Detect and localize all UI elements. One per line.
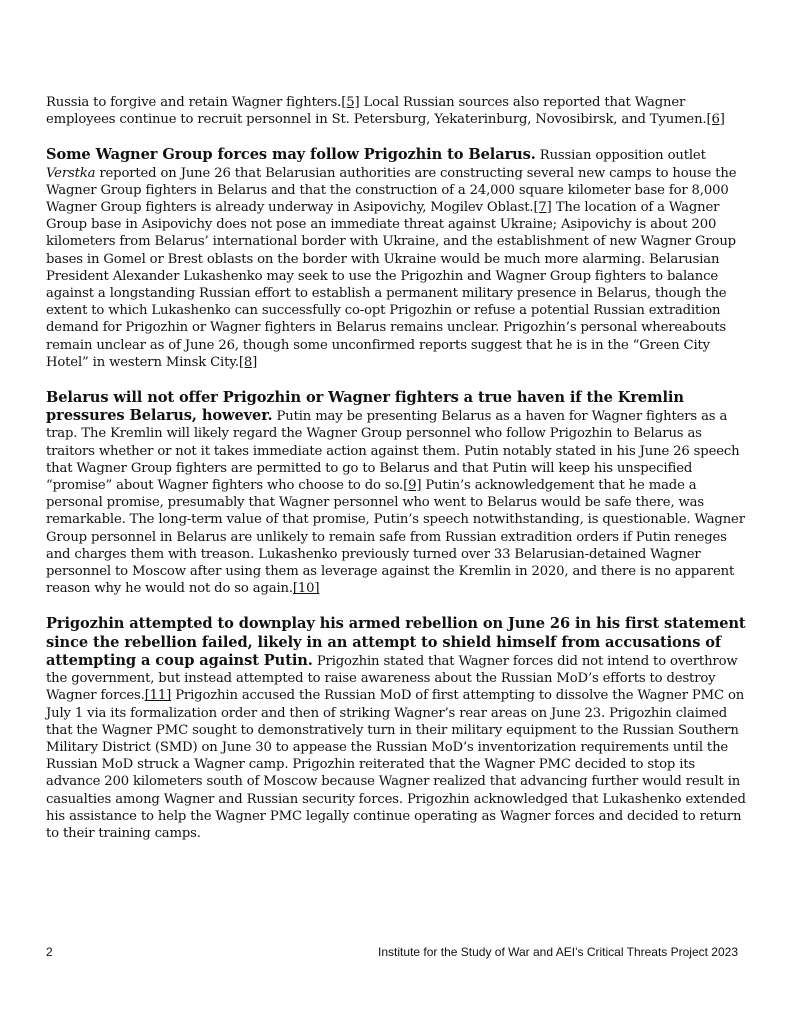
footnote-link-8[interactable]: [8] (238, 354, 258, 370)
paragraph-text: Putin’s acknowledgement that he made a personal promise, presumably that Wagner personnel who went to Belarus would be safe there, was remarkable. The long-term value of that promise, Putin’s speech notwithstanding, is questionable. Wagner Group personnel in Belarus are unlikely to remain safe from Russian extradition orders if Putin reneges and charges them with treason. Lukashenko previously turned over 33 Belarusian-detained Wagner personnel to Moscow after using them as leverage against the Kremlin in 2020, and there is no apparent reason why he would not do so again. (46, 478, 745, 597)
footnote-link-7[interactable]: [7] (533, 200, 552, 216)
paragraph-lead: Prigozhin attempted to downplay his armed rebellion on June 26 in his first statement since the rebellion failed, likely in an attempt to shield himself from accusations of attempting a coup against Putin. (46, 615, 746, 669)
paragraph-4 (46, 615, 746, 842)
outlet-name: Verstka (46, 165, 96, 181)
footnote-link-9[interactable]: [9] (403, 478, 422, 494)
footer-credit: Institute for the Study of War and AEI’s Critical Threats Project 2023 (378, 945, 738, 959)
footnote-link-5[interactable]: [5] (341, 95, 360, 110)
paragraph-3 (46, 389, 746, 597)
paragraph-1 (46, 94, 746, 128)
page-number: 2 (46, 945, 53, 959)
footnote-link-6[interactable]: [6] (706, 112, 725, 128)
paragraph-text: Local Russian sources also reported that Wagner employees continue to recruit personnel in St. Petersburg, Yekaterinburg, Novosibirsk, and Tyumen. (46, 95, 707, 128)
paragraph-text: Prigozhin stated that Wagner forces did not intend to overthrow the government, but instead attempted to raise awareness about the Russian MoD’s efforts to destroy Wagner forces. (46, 653, 738, 704)
footnote-link-11[interactable]: [11] (144, 688, 172, 704)
paragraph-text: reported on June 26 that Belarusian authorities are constructing several new camps to house the Wagner Group fighters in Belarus and that the construction of a 24,000 square kilometer base for 8,000 Wagner Group fighters is already underway in Asipovichy, Mogilev Oblast. (46, 165, 737, 216)
paragraph-text: Russian opposition outlet (535, 148, 706, 164)
paragraph-text: Prigozhin accused the Russian MoD of first attempting to dissolve the Wagner PMC on July 1 via its formalization order and then of striking Wagner’s rear areas on June 23. Prigozhin claimed that the Wagner PMC sought to demonstratively turn in their military equipment to the Russian Southern Military District (SMD) on June 30 to appease the Russian MoD’s inventorization requirements until the Russian MoD struck a Wagner camp. Prigozhin reiterated that the Wagner PMC decided to stop its advance 200 kilometers south of Moscow because Wagner realized that advancing further would result in casualties among Wagner and Russian security forces. Prigozhin acknowledged that Lukashenko extended his assistance to help the Wagner PMC legally continue operating as Wagner forces and decided to return to their training camps. (46, 688, 746, 841)
paragraph-text: Russia to forgive and retain Wagner fighters. (46, 95, 342, 110)
paragraph-text: The location of a Wagner Group base in Asipovichy does not pose an immediate threat against Ukraine; Asipovichy is about 200 kilometers from Belarus’ international border with Ukraine, and the establishment of new Wagner Group bases in Gomel or Brest oblasts on the border with Ukraine would be much more alarming. Belarusian President Alexander Lukashenko may seek to use the Prigozhin and Wagner Group fighters to balance against a longstanding Russian effort to establish a permanent military presence in Belarus, though the extent to which Lukashenko can successfully co-opt Prigozhin or refuse a potential Russian extradition demand for Prigozhin or Wagner fighters in Belarus remains unclear. Prigozhin’s personal whereabouts remain unclear as of June 26, though some unconfirmed reports suggest that he is in the “Green City Hotel” in western Minsk City. (46, 200, 736, 370)
footnote-link-10[interactable]: [10] (292, 581, 320, 597)
paragraph-lead: Belarus will not offer Prigozhin or Wagner fighters a true haven if the Kremlin pressures Belarus, however. (46, 389, 684, 425)
document-body (46, 94, 746, 860)
paragraph-lead: Some Wagner Group forces may follow Prigozhin to Belarus. (46, 146, 536, 164)
paragraph-text: Putin may be presenting Belarus as a haven for Wagner fighters as a trap. The Kremlin will likely regard the Wagner Group personnel who follow Prigozhin to Belarus as traitors whether or not it takes immediate action against them. Putin notably stated in his June 26 speech that Wagner Group fighters are permitted to go to Belarus and that Putin will keep his unspecified “promise” about Wagner fighters who choose to do so. (46, 409, 740, 494)
paragraph-2 (46, 146, 746, 371)
